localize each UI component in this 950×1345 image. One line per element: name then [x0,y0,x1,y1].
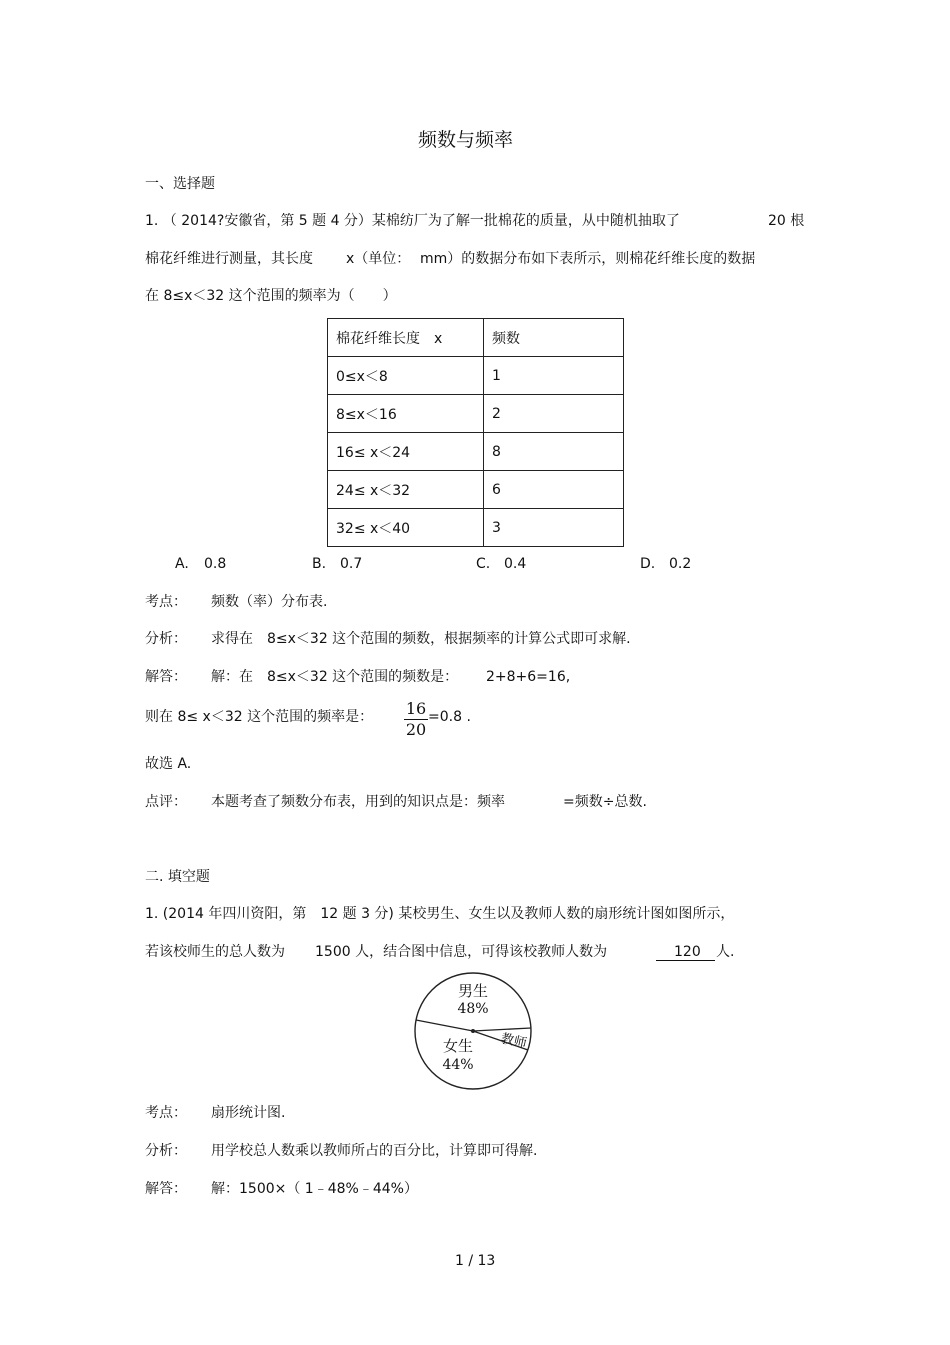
result-value: =0.8 . [428,709,471,725]
option-c-letter: C. [476,556,491,572]
pie-chart [410,972,540,1096]
option-d-letter: D. [640,556,656,572]
table-cell: 8≤x＜16 [328,395,484,433]
q1-line3: 在 8≤x＜32 这个范围的频率为（ ） [145,288,397,304]
s2-fenxi-label: 分析： [145,1143,187,1159]
table-cell: 24≤ x＜32 [328,471,484,509]
option-a-letter: A. [175,556,189,572]
frequency-table [327,318,624,547]
fraction-denominator: 20 [405,720,427,739]
q2-answer-blank [656,945,715,961]
table-header-row [328,319,624,357]
table-cell: 8 [484,433,624,471]
option-b-value: 0.7 [340,556,363,572]
table-row [328,395,624,433]
pie-label-male: 男生 [457,982,489,1000]
answer-choice: 故选 A. [145,756,192,772]
s2-jieda-label: 解答： [145,1181,187,1197]
q2-answer: 120 [656,945,715,961]
table-row [328,357,624,395]
q1-line1-end: 20 根 [768,213,805,229]
kaodian-label: 考点： [145,594,187,610]
kaodian-text: 频数（率）分布表. [211,594,328,610]
dianping-formula: =频数÷总数. [563,794,647,810]
section1-heading: 一、选择题 [145,176,215,192]
pie-value-male: 48% [457,1001,489,1017]
table-row [328,433,624,471]
q2-line1: 1. (2014 年四川资阳，第 12 题 3 分) 某校男生、女生以及教师人数的扇形统计图如图所示， [145,906,735,922]
result-line: 则在 8≤ x＜32 这个范围的频率是： [145,709,374,725]
s2-jieda-text: 解：1500×（ 1﹣48%﹣44%） [211,1181,418,1197]
page-title: 频数与频率 [418,129,514,151]
table-cell: 1 [484,357,624,395]
option-c-value: 0.4 [504,556,527,572]
table-cell: 0≤x＜8 [328,357,484,395]
dianping-text: 本题考查了频数分布表，用到的知识点是：频率 [211,794,505,810]
table-header-cell: 棉花纤维长度 x [328,319,484,357]
s2-kaodian-text: 扇形统计图. [211,1105,286,1121]
pie-label-female: 女生 [442,1037,474,1055]
option-d-value: 0.2 [669,556,692,572]
table-cell: 2 [484,395,624,433]
jieda-sum: 2+8+6=16, [486,669,571,685]
q1-line1: 1. （ 2014?安徽省，第 5 题 4 分）某棉纺厂为了解一批棉花的质量，从中随机抽取了 [145,213,680,229]
q1-line2-c: mm）的数据分布如下表所示，则棉花纤维长度的数据 [420,251,756,267]
table-cell: 32≤ x＜40 [328,509,484,547]
q2-line2-b: 1500 人，结合图中信息，可得该校教师人数为 [315,944,608,960]
s2-fenxi-text: 用学校总人数乘以教师所占的百分比，计算即可得解. [211,1143,538,1159]
table-cell: 3 [484,509,624,547]
pie-center [471,1029,475,1033]
q2-line2-c: 人. [716,944,735,960]
table-cell: 16≤ x＜24 [328,433,484,471]
dianping-label: 点评： [145,794,187,810]
pie-value-female: 44% [442,1057,474,1073]
table-cell: 6 [484,471,624,509]
q2-line2-a: 若该校师生的总人数为 [145,944,285,960]
jieda-text: 解：在 8≤x＜32 这个范围的频数是： [211,669,459,685]
fenxi-label: 分析： [145,631,187,647]
jieda-label: 解答： [145,669,187,685]
option-b-letter: B. [312,556,327,572]
s2-kaodian-label: 考点： [145,1105,187,1121]
fraction [404,701,428,738]
q1-line2-a: 棉花纤维进行测量，其长度 [145,251,313,267]
q1-line2-b: x（单位： [346,251,411,267]
fraction-numerator: 16 [405,699,427,718]
option-a-value: 0.8 [204,556,227,572]
fenxi-text: 求得在 8≤x＜32 这个范围的频数，根据频率的计算公式即可求解. [211,631,631,647]
page-number: 1 / 13 [455,1253,496,1269]
section2-heading: 二. 填空题 [145,869,210,885]
pie-label-teacher: 教师 [499,1031,529,1052]
table-row [328,471,624,509]
table-row [328,509,624,547]
table-header-cell: 频数 [484,319,624,357]
